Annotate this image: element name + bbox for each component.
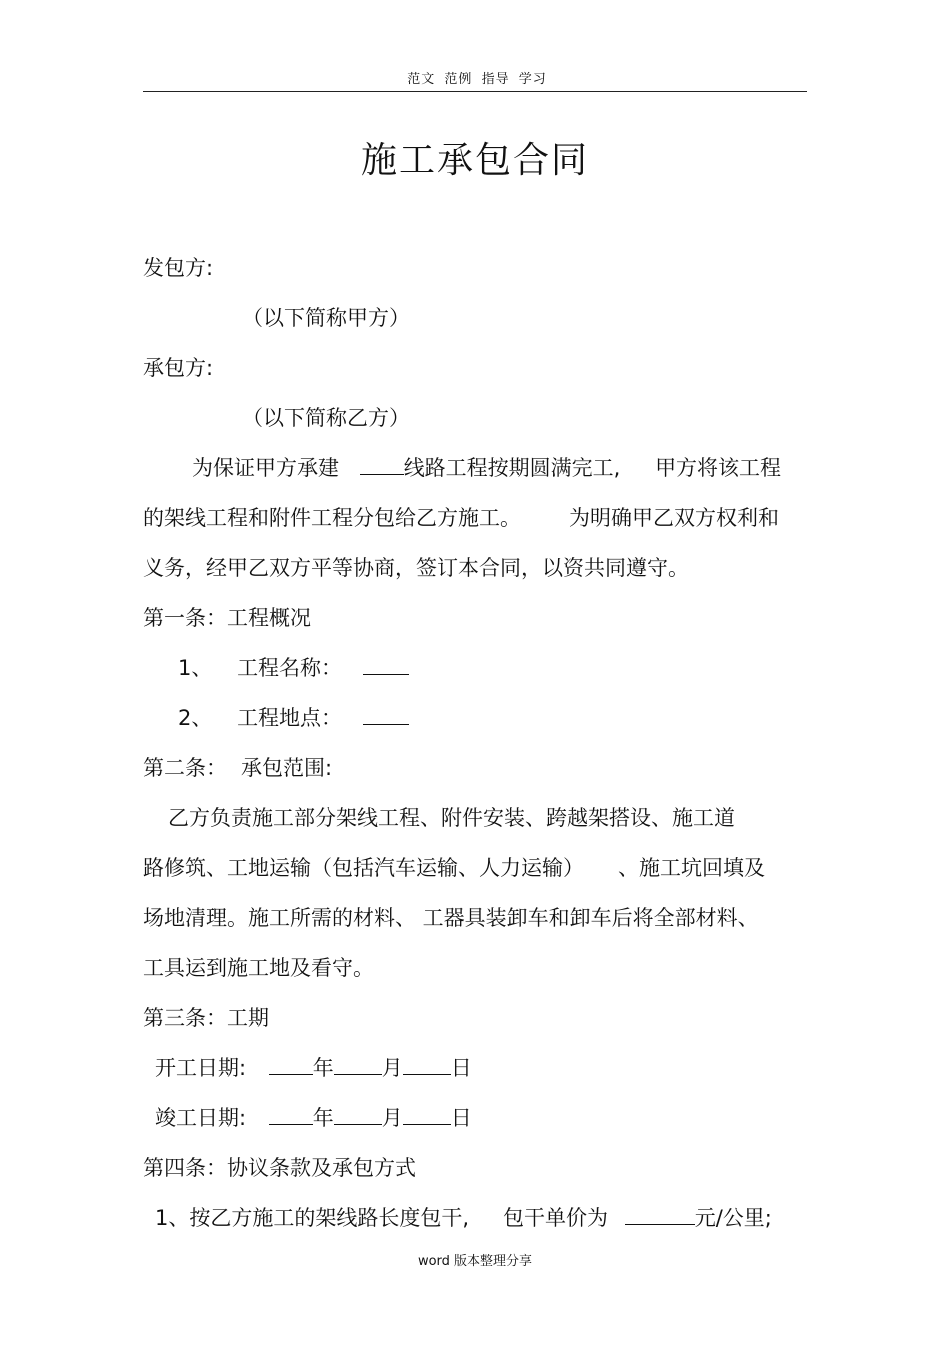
fill-blank (334, 1104, 382, 1125)
party-b-label: 承包方: (143, 356, 214, 380)
fill-blank (363, 654, 409, 675)
header-item: 范文 (407, 72, 436, 87)
fill-blank (269, 1054, 313, 1075)
list-item (178, 653, 409, 683)
party-b-note: （以下简称乙方） (242, 406, 410, 430)
text-segment: 为明确甲乙双方权利和 (569, 506, 779, 530)
text-segment: 承包范围: (241, 756, 333, 780)
page-header (0, 68, 950, 87)
text-segment: 线路工程按期圆满完工, (403, 456, 621, 480)
paragraph-line (143, 503, 779, 533)
list-item (155, 1203, 772, 1233)
list-item (178, 703, 409, 733)
paragraph-line: 场地清理。施工所需的材料、 工器具装卸车和卸车后将全部材料、 (143, 906, 759, 930)
fill-blank (403, 1104, 451, 1125)
start-date-label: 开工日期: (155, 1056, 247, 1080)
article-heading: 第四条：协议条款及承包方式 (143, 1156, 416, 1180)
day-label: 日 (450, 1056, 472, 1080)
page-footer: word 版本整理分享 (417, 1254, 533, 1269)
item-number: 2、 (178, 706, 213, 730)
paragraph-line: 乙方负责施工部分架线工程、附件安装、跨越架搭设、施工道 (168, 806, 735, 830)
end-date-line (155, 1103, 472, 1133)
text-segment: 元/公里; (694, 1206, 772, 1230)
item-label: 工程地点： (237, 706, 343, 730)
paragraph-line (192, 453, 781, 483)
header-item: 学习 (518, 72, 547, 87)
text-segment: 包干单价为 (503, 1206, 609, 1230)
header-item: 范例 (444, 72, 473, 87)
header-rule (143, 91, 807, 92)
item-number: 1、 (178, 656, 213, 680)
document-title: 施工承包合同 (360, 140, 589, 181)
article-heading: 第三条：工期 (143, 1006, 269, 1030)
text-segment: 路修筑、工地运输（包括汽车运输、人力运输） (143, 856, 584, 880)
year-label: 年 (312, 1056, 334, 1080)
paragraph-line: 义务，经甲乙双方平等协商，签订本合同，以资共同遵守。 (143, 556, 689, 580)
month-label: 月 (381, 1056, 403, 1080)
year-label: 年 (312, 1106, 334, 1130)
header-item: 指导 (481, 72, 510, 87)
item-label: 工程名称： (237, 656, 343, 680)
day-label: 日 (450, 1106, 472, 1130)
text-segment: 的架线工程和附件工程分包给乙方施工。 (143, 506, 521, 530)
fill-blank (334, 1054, 382, 1075)
text-segment: 为保证甲方承建 (192, 456, 339, 480)
text-segment: 、施工坑回填及 (618, 856, 765, 880)
paragraph-line: 工具运到施工地及看守。 (143, 956, 374, 980)
article-heading: 第一条：工程概况 (143, 606, 311, 630)
fill-blank (625, 1204, 695, 1225)
text-segment: 甲方将该工程 (655, 456, 782, 480)
party-a-label: 发包方: (143, 256, 214, 280)
party-a-note: （以下简称甲方） (242, 306, 410, 330)
month-label: 月 (381, 1106, 403, 1130)
text-segment: 1、按乙方施工的架线路长度包干, (155, 1206, 470, 1230)
start-date-line (155, 1053, 472, 1083)
fill-blank (269, 1104, 313, 1125)
paragraph-line (143, 853, 765, 883)
end-date-label: 竣工日期: (155, 1106, 247, 1130)
text-segment: 第二条： (143, 756, 227, 780)
fill-blank (363, 704, 409, 725)
article-heading (143, 753, 332, 783)
fill-blank (360, 454, 404, 475)
fill-blank (403, 1054, 451, 1075)
